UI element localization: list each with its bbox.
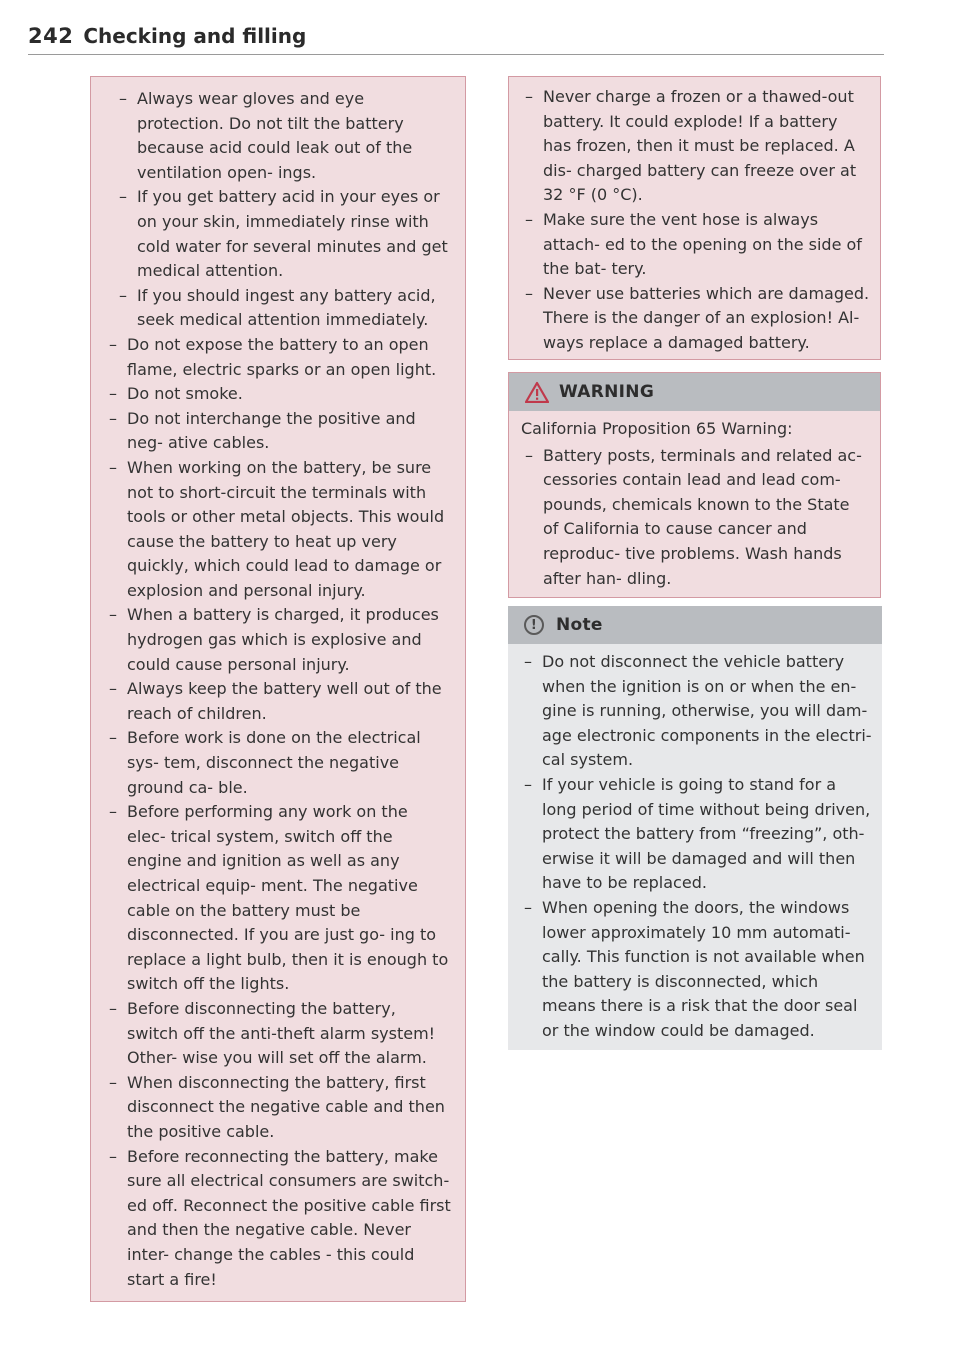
list-item: – When opening the doors, the windows lower approximately 10 mm automati- cally. This function is not available when the battery is disconnected, which means there is a risk that the door seal or the window could be damaged.	[520, 896, 872, 1044]
list-item: – Battery posts, terminals and related ac- cessories contain lead and lead com- pounds, chemicals known to the State of California to cause cancer and reproduc- tive problems. Wash hands after han- dling.	[521, 444, 870, 592]
list-item: – Before disconnecting the battery, switch off the anti-theft alarm system! Other- wise you will set off the alarm.	[105, 997, 451, 1071]
list-item: – Do not smoke.	[105, 382, 451, 407]
header-divider	[28, 54, 884, 55]
warning-title: WARNING	[559, 382, 655, 402]
right-caution-box	[508, 76, 881, 360]
left-caution-box	[90, 76, 466, 1302]
list-item: – Do not disconnect the vehicle battery when the ignition is on or when the en- gine is running, otherwise, you will dam- age electronic components in the electri- cal system.	[520, 650, 872, 773]
list-item: – When working on the battery, be sure not to short-circuit the terminals with tools or other metal objects. This would cause the battery to heat up very quickly, which could lead to damage or explosion and personal injury.	[105, 456, 451, 604]
page-header	[28, 24, 884, 55]
list-item: – When disconnecting the battery, first disconnect the negative cable and then the positive cable.	[105, 1071, 451, 1145]
exclamation-circle-icon: !	[524, 615, 544, 635]
list-item: – Before work is done on the electrical sys- tem, disconnect the negative ground ca- ble.	[105, 726, 451, 800]
list-item: – If you should ingest any battery acid, seek medical attention immediately.	[105, 284, 451, 333]
list-item: – Always wear gloves and eye protection. Do not tilt the battery because acid could leak out of the ventilation open- ings.	[105, 87, 451, 185]
section-title: Checking and filling	[83, 24, 307, 48]
list-item: – Always keep the battery well out of the reach of children.	[105, 677, 451, 726]
warning-box	[508, 372, 881, 598]
list-item: – If your vehicle is going to stand for a long period of time without being driven, protect the battery from “freezing”, oth- erwise it will be damaged and will then have to be replaced.	[520, 773, 872, 896]
list-item: – Before performing any work on the elec- trical system, switch off the engine and ignition as well as any electrical equip- ment. The negative cable on the battery must be disconnected. If you are just go- ing to replace a light bulb, then it is enough to switch off the lights.	[105, 800, 451, 997]
list-item: – Before reconnecting the battery, make sure all electrical consumers are switch- ed off. Reconnect the positive cable first and then the negative cable. Never inter- change the cables - this could start a fire!	[105, 1145, 451, 1293]
list-item: – Never charge a frozen or a thawed-out battery. It could explode! If a battery has frozen, then it must be replaced. A dis- charged battery can freeze over at 32 °F (0 °C).	[521, 85, 870, 208]
note-title: Note	[556, 615, 603, 635]
warning-intro: California Proposition 65 Warning:	[521, 419, 793, 438]
note-box	[508, 606, 882, 1050]
page-number: 242	[28, 24, 74, 48]
warning-header	[509, 373, 880, 411]
list-item: – Do not expose the battery to an open flame, electric sparks or an open light.	[105, 333, 451, 382]
warning-triangle-icon	[525, 381, 549, 403]
list-item: – When a battery is charged, it produces hydrogen gas which is explosive and could cause personal injury.	[105, 603, 451, 677]
list-item: – Make sure the vent hose is always attach- ed to the opening on the side of the bat- tery.	[521, 208, 870, 282]
list-item: – If you get battery acid in your eyes or on your skin, immediately rinse with cold water for several minutes and get medical attention.	[105, 185, 451, 283]
note-header	[508, 606, 882, 644]
list-item: – Never use batteries which are damaged. There is the danger of an explosion! Al- ways replace a damaged battery.	[521, 282, 870, 356]
list-item: – Do not interchange the positive and neg- ative cables.	[105, 407, 451, 456]
